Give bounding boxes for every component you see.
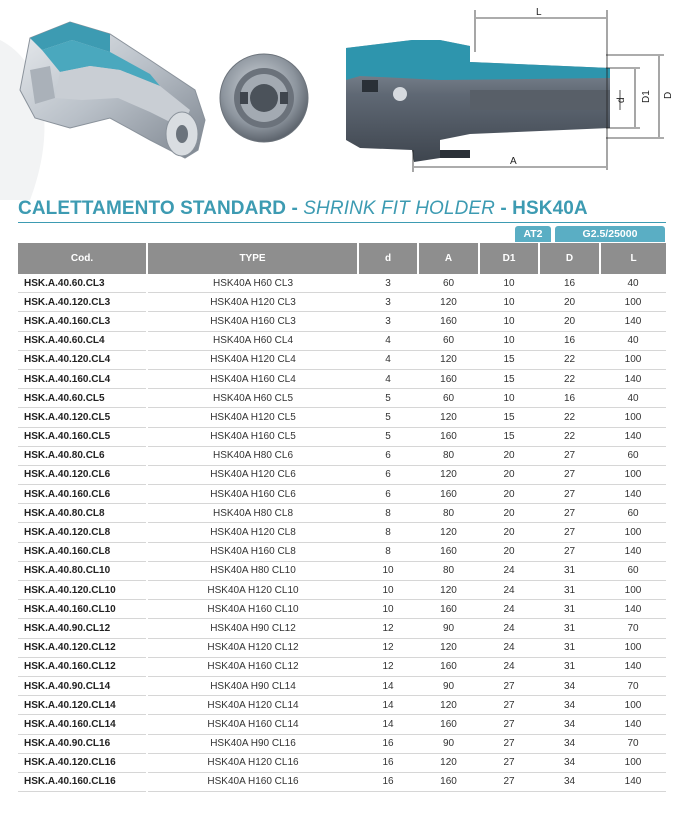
cell-a: 160 xyxy=(418,485,479,504)
cell-l: 140 xyxy=(600,312,666,331)
balance-class-badge: AT2 xyxy=(515,226,551,242)
cell-d: 16 xyxy=(358,753,418,772)
table-row xyxy=(18,369,666,388)
cell-cod: HSK.A.40.160.CL3 xyxy=(18,312,147,331)
cell-type: HSK40A H80 CL10 xyxy=(147,561,358,580)
cell-type: HSK40A H120 CL14 xyxy=(147,696,358,715)
cell-a: 80 xyxy=(418,504,479,523)
cell-type: HSK40A H120 CL4 xyxy=(147,350,358,369)
cell-d-outer: 27 xyxy=(539,542,600,561)
cell-type: HSK40A H120 CL10 xyxy=(147,581,358,600)
product-table xyxy=(18,243,666,792)
cell-l: 140 xyxy=(600,485,666,504)
cell-d: 3 xyxy=(358,274,418,293)
table-row xyxy=(18,446,666,465)
cell-d: 12 xyxy=(358,638,418,657)
cell-l: 100 xyxy=(600,638,666,657)
table-row xyxy=(18,350,666,369)
cell-a: 160 xyxy=(418,369,479,388)
cell-type: HSK40A H60 CL3 xyxy=(147,274,358,293)
cell-l: 140 xyxy=(600,369,666,388)
cell-a: 120 xyxy=(418,523,479,542)
cell-cod: HSK.A.40.160.CL10 xyxy=(18,600,147,619)
cell-d-outer: 31 xyxy=(539,619,600,638)
table-row xyxy=(18,408,666,427)
cell-a: 120 xyxy=(418,465,479,484)
cell-d1: 10 xyxy=(479,312,539,331)
cell-cod: HSK.A.40.60.CL5 xyxy=(18,389,147,408)
cell-l: 70 xyxy=(600,734,666,753)
table-row xyxy=(18,657,666,676)
cell-type: HSK40A H60 CL4 xyxy=(147,331,358,350)
cell-d: 12 xyxy=(358,657,418,676)
table-row xyxy=(18,561,666,580)
cell-a: 160 xyxy=(418,715,479,734)
cell-l: 100 xyxy=(600,696,666,715)
cell-l: 100 xyxy=(600,753,666,772)
cell-l: 70 xyxy=(600,676,666,695)
cell-d1: 27 xyxy=(479,772,539,791)
cell-type: HSK40A H120 CL5 xyxy=(147,408,358,427)
col-header-l: L xyxy=(600,243,666,274)
title-part-standard: CALETTAMENTO STANDARD - xyxy=(18,198,304,219)
cell-d1: 15 xyxy=(479,369,539,388)
cell-d-outer: 34 xyxy=(539,715,600,734)
cell-a: 120 xyxy=(418,753,479,772)
cell-d1: 27 xyxy=(479,676,539,695)
cell-cod: HSK.A.40.120.CL6 xyxy=(18,465,147,484)
cell-cod: HSK.A.40.120.CL5 xyxy=(18,408,147,427)
cell-cod: HSK.A.40.160.CL5 xyxy=(18,427,147,446)
cell-type: HSK40A H160 CL10 xyxy=(147,600,358,619)
cell-l: 100 xyxy=(600,523,666,542)
cell-l: 70 xyxy=(600,619,666,638)
cell-cod: HSK.A.40.120.CL4 xyxy=(18,350,147,369)
cell-a: 120 xyxy=(418,350,479,369)
cell-d: 10 xyxy=(358,561,418,580)
table-row xyxy=(18,734,666,753)
cell-a: 90 xyxy=(418,619,479,638)
cell-d1: 27 xyxy=(479,715,539,734)
cell-type: HSK40A H120 CL8 xyxy=(147,523,358,542)
table-row xyxy=(18,753,666,772)
cell-type: HSK40A H160 CL4 xyxy=(147,369,358,388)
cell-d1: 24 xyxy=(479,600,539,619)
table-body xyxy=(18,274,666,792)
cell-d1: 27 xyxy=(479,753,539,772)
cell-l: 140 xyxy=(600,600,666,619)
section-drawing xyxy=(346,40,610,162)
cell-type: HSK40A H60 CL5 xyxy=(147,389,358,408)
cell-d-outer: 20 xyxy=(539,293,600,312)
cell-d1: 20 xyxy=(479,485,539,504)
cell-l: 60 xyxy=(600,446,666,465)
cell-d1: 15 xyxy=(479,350,539,369)
cell-d: 5 xyxy=(358,427,418,446)
cell-a: 160 xyxy=(418,772,479,791)
cell-d1: 20 xyxy=(479,542,539,561)
cell-l: 100 xyxy=(600,581,666,600)
cell-l: 100 xyxy=(600,408,666,427)
cell-type: HSK40A H120 CL3 xyxy=(147,293,358,312)
page-title xyxy=(18,198,588,220)
cell-d1: 15 xyxy=(479,408,539,427)
cell-l: 40 xyxy=(600,331,666,350)
cell-l: 40 xyxy=(600,274,666,293)
dim-label-d: d xyxy=(616,97,627,103)
cell-d-outer: 31 xyxy=(539,638,600,657)
cell-a: 80 xyxy=(418,561,479,580)
cell-d: 14 xyxy=(358,676,418,695)
cell-d: 16 xyxy=(358,772,418,791)
col-header-d-outer: D xyxy=(539,243,600,274)
cell-a: 120 xyxy=(418,408,479,427)
cell-d-outer: 27 xyxy=(539,465,600,484)
table-header-row xyxy=(18,243,666,274)
cell-cod: HSK.A.40.160.CL14 xyxy=(18,715,147,734)
cell-a: 90 xyxy=(418,676,479,695)
cell-a: 120 xyxy=(418,293,479,312)
table-row xyxy=(18,638,666,657)
cell-d: 5 xyxy=(358,408,418,427)
cell-d-outer: 22 xyxy=(539,350,600,369)
cell-cod: HSK.A.40.90.CL16 xyxy=(18,734,147,753)
dim-label-A: A xyxy=(510,156,517,167)
cell-type: HSK40A H160 CL14 xyxy=(147,715,358,734)
col-header-a: A xyxy=(418,243,479,274)
cell-cod: HSK.A.40.160.CL16 xyxy=(18,772,147,791)
cell-l: 40 xyxy=(600,389,666,408)
end-view-image xyxy=(220,54,308,142)
balance-grade-badge: G2.5/25000 xyxy=(555,226,665,242)
cell-d1: 20 xyxy=(479,504,539,523)
cell-d: 6 xyxy=(358,446,418,465)
cell-d: 12 xyxy=(358,619,418,638)
title-divider xyxy=(18,222,666,223)
cell-a: 160 xyxy=(418,312,479,331)
cell-type: HSK40A H160 CL16 xyxy=(147,772,358,791)
cell-d1: 10 xyxy=(479,293,539,312)
cell-a: 120 xyxy=(418,581,479,600)
cell-d1: 24 xyxy=(479,619,539,638)
cell-type: HSK40A H120 CL16 xyxy=(147,753,358,772)
table-row xyxy=(18,581,666,600)
cell-d-outer: 27 xyxy=(539,504,600,523)
cell-d-outer: 34 xyxy=(539,753,600,772)
cell-d-outer: 34 xyxy=(539,676,600,695)
cell-l: 100 xyxy=(600,350,666,369)
cell-cod: HSK.A.40.90.CL12 xyxy=(18,619,147,638)
cell-d1: 20 xyxy=(479,465,539,484)
cell-d1: 27 xyxy=(479,696,539,715)
cell-cod: HSK.A.40.160.CL6 xyxy=(18,485,147,504)
cell-d-outer: 16 xyxy=(539,274,600,293)
cell-d-outer: 22 xyxy=(539,408,600,427)
cell-d-outer: 31 xyxy=(539,561,600,580)
cell-d-outer: 22 xyxy=(539,369,600,388)
table-row xyxy=(18,427,666,446)
cell-l: 140 xyxy=(600,542,666,561)
table-row xyxy=(18,676,666,695)
cell-a: 120 xyxy=(418,638,479,657)
cell-d: 6 xyxy=(358,485,418,504)
product-illustrations xyxy=(0,0,686,190)
cell-d1: 24 xyxy=(479,657,539,676)
cell-a: 60 xyxy=(418,389,479,408)
cell-d1: 24 xyxy=(479,581,539,600)
table-row xyxy=(18,312,666,331)
cell-d1: 27 xyxy=(479,734,539,753)
cell-a: 90 xyxy=(418,734,479,753)
cell-type: HSK40A H160 CL3 xyxy=(147,312,358,331)
table-row xyxy=(18,542,666,561)
cell-d-outer: 27 xyxy=(539,485,600,504)
col-header-cod: Cod. xyxy=(18,243,147,274)
table-row xyxy=(18,274,666,293)
cell-d-outer: 16 xyxy=(539,331,600,350)
cell-a: 120 xyxy=(418,696,479,715)
cell-d1: 10 xyxy=(479,274,539,293)
cell-type: HSK40A H120 CL12 xyxy=(147,638,358,657)
cell-cod: HSK.A.40.60.CL4 xyxy=(18,331,147,350)
cell-d: 8 xyxy=(358,523,418,542)
cell-d: 8 xyxy=(358,542,418,561)
table-row xyxy=(18,696,666,715)
table-row xyxy=(18,600,666,619)
cell-l: 100 xyxy=(600,465,666,484)
cell-type: HSK40A H160 CL8 xyxy=(147,542,358,561)
cell-type: HSK40A H160 CL12 xyxy=(147,657,358,676)
cell-d: 6 xyxy=(358,465,418,484)
cell-d: 4 xyxy=(358,350,418,369)
cell-d-outer: 31 xyxy=(539,581,600,600)
cell-d-outer: 16 xyxy=(539,389,600,408)
cell-cod: HSK.A.40.120.CL14 xyxy=(18,696,147,715)
cell-d-outer: 34 xyxy=(539,772,600,791)
cell-cod: HSK.A.40.120.CL12 xyxy=(18,638,147,657)
cell-d: 3 xyxy=(358,312,418,331)
dim-label-D1: D1 xyxy=(641,90,652,103)
cell-d: 14 xyxy=(358,715,418,734)
dim-label-L: L xyxy=(536,7,542,18)
cell-cod: HSK.A.40.80.CL8 xyxy=(18,504,147,523)
title-part-shrink: SHRINK FIT HOLDER xyxy=(303,198,495,219)
cell-cod: HSK.A.40.90.CL14 xyxy=(18,676,147,695)
cell-d1: 24 xyxy=(479,561,539,580)
table-row xyxy=(18,389,666,408)
cell-type: HSK40A H90 CL16 xyxy=(147,734,358,753)
cell-d-outer: 27 xyxy=(539,523,600,542)
cell-d1: 20 xyxy=(479,523,539,542)
cell-d: 8 xyxy=(358,504,418,523)
table-row xyxy=(18,293,666,312)
cell-l: 60 xyxy=(600,504,666,523)
cell-d-outer: 20 xyxy=(539,312,600,331)
cell-cod: HSK.A.40.80.CL6 xyxy=(18,446,147,465)
cutaway-holder-image xyxy=(20,22,205,158)
cell-d-outer: 31 xyxy=(539,600,600,619)
table-row xyxy=(18,465,666,484)
cell-d-outer: 22 xyxy=(539,427,600,446)
col-header-d: d xyxy=(358,243,418,274)
title-part-model: - HSK40A xyxy=(495,198,588,219)
cell-cod: HSK.A.40.60.CL3 xyxy=(18,274,147,293)
cell-a: 80 xyxy=(418,446,479,465)
col-header-type: TYPE xyxy=(147,243,358,274)
cell-type: HSK40A H80 CL6 xyxy=(147,446,358,465)
cell-a: 160 xyxy=(418,657,479,676)
cell-d: 14 xyxy=(358,696,418,715)
cell-d-outer: 34 xyxy=(539,696,600,715)
cell-type: HSK40A H160 CL6 xyxy=(147,485,358,504)
cell-cod: HSK.A.40.120.CL3 xyxy=(18,293,147,312)
cell-a: 60 xyxy=(418,274,479,293)
cell-d1: 10 xyxy=(479,331,539,350)
col-header-d1: D1 xyxy=(479,243,539,274)
cell-cod: HSK.A.40.160.CL8 xyxy=(18,542,147,561)
cell-cod: HSK.A.40.160.CL12 xyxy=(18,657,147,676)
cell-type: HSK40A H90 CL14 xyxy=(147,676,358,695)
cell-d-outer: 31 xyxy=(539,657,600,676)
cell-type: HSK40A H160 CL5 xyxy=(147,427,358,446)
cell-l: 140 xyxy=(600,427,666,446)
cell-d: 4 xyxy=(358,369,418,388)
cell-l: 100 xyxy=(600,293,666,312)
cell-d: 10 xyxy=(358,600,418,619)
cell-d: 4 xyxy=(358,331,418,350)
cell-l: 140 xyxy=(600,715,666,734)
cell-a: 160 xyxy=(418,427,479,446)
table-row xyxy=(18,523,666,542)
cell-l: 140 xyxy=(600,772,666,791)
cell-d: 10 xyxy=(358,581,418,600)
table-row xyxy=(18,772,666,791)
cell-d1: 15 xyxy=(479,427,539,446)
cell-cod: HSK.A.40.120.CL8 xyxy=(18,523,147,542)
cell-a: 60 xyxy=(418,331,479,350)
cell-type: HSK40A H120 CL6 xyxy=(147,465,358,484)
cell-d-outer: 27 xyxy=(539,446,600,465)
cell-l: 60 xyxy=(600,561,666,580)
dim-label-D: D xyxy=(663,91,674,99)
cell-type: HSK40A H80 CL8 xyxy=(147,504,358,523)
cell-d-outer: 34 xyxy=(539,734,600,753)
cell-d1: 24 xyxy=(479,638,539,657)
cell-d1: 20 xyxy=(479,446,539,465)
cell-cod: HSK.A.40.80.CL10 xyxy=(18,561,147,580)
cell-d: 5 xyxy=(358,389,418,408)
cell-cod: HSK.A.40.120.CL16 xyxy=(18,753,147,772)
table-row xyxy=(18,331,666,350)
cell-cod: HSK.A.40.120.CL10 xyxy=(18,581,147,600)
table-row xyxy=(18,715,666,734)
cell-d: 3 xyxy=(358,293,418,312)
table-row xyxy=(18,619,666,638)
table-row xyxy=(18,485,666,504)
cell-d1: 10 xyxy=(479,389,539,408)
cell-cod: HSK.A.40.160.CL4 xyxy=(18,369,147,388)
table-row xyxy=(18,504,666,523)
cell-l: 140 xyxy=(600,657,666,676)
cell-a: 160 xyxy=(418,542,479,561)
cell-type: HSK40A H90 CL12 xyxy=(147,619,358,638)
cell-d: 16 xyxy=(358,734,418,753)
cell-a: 160 xyxy=(418,600,479,619)
